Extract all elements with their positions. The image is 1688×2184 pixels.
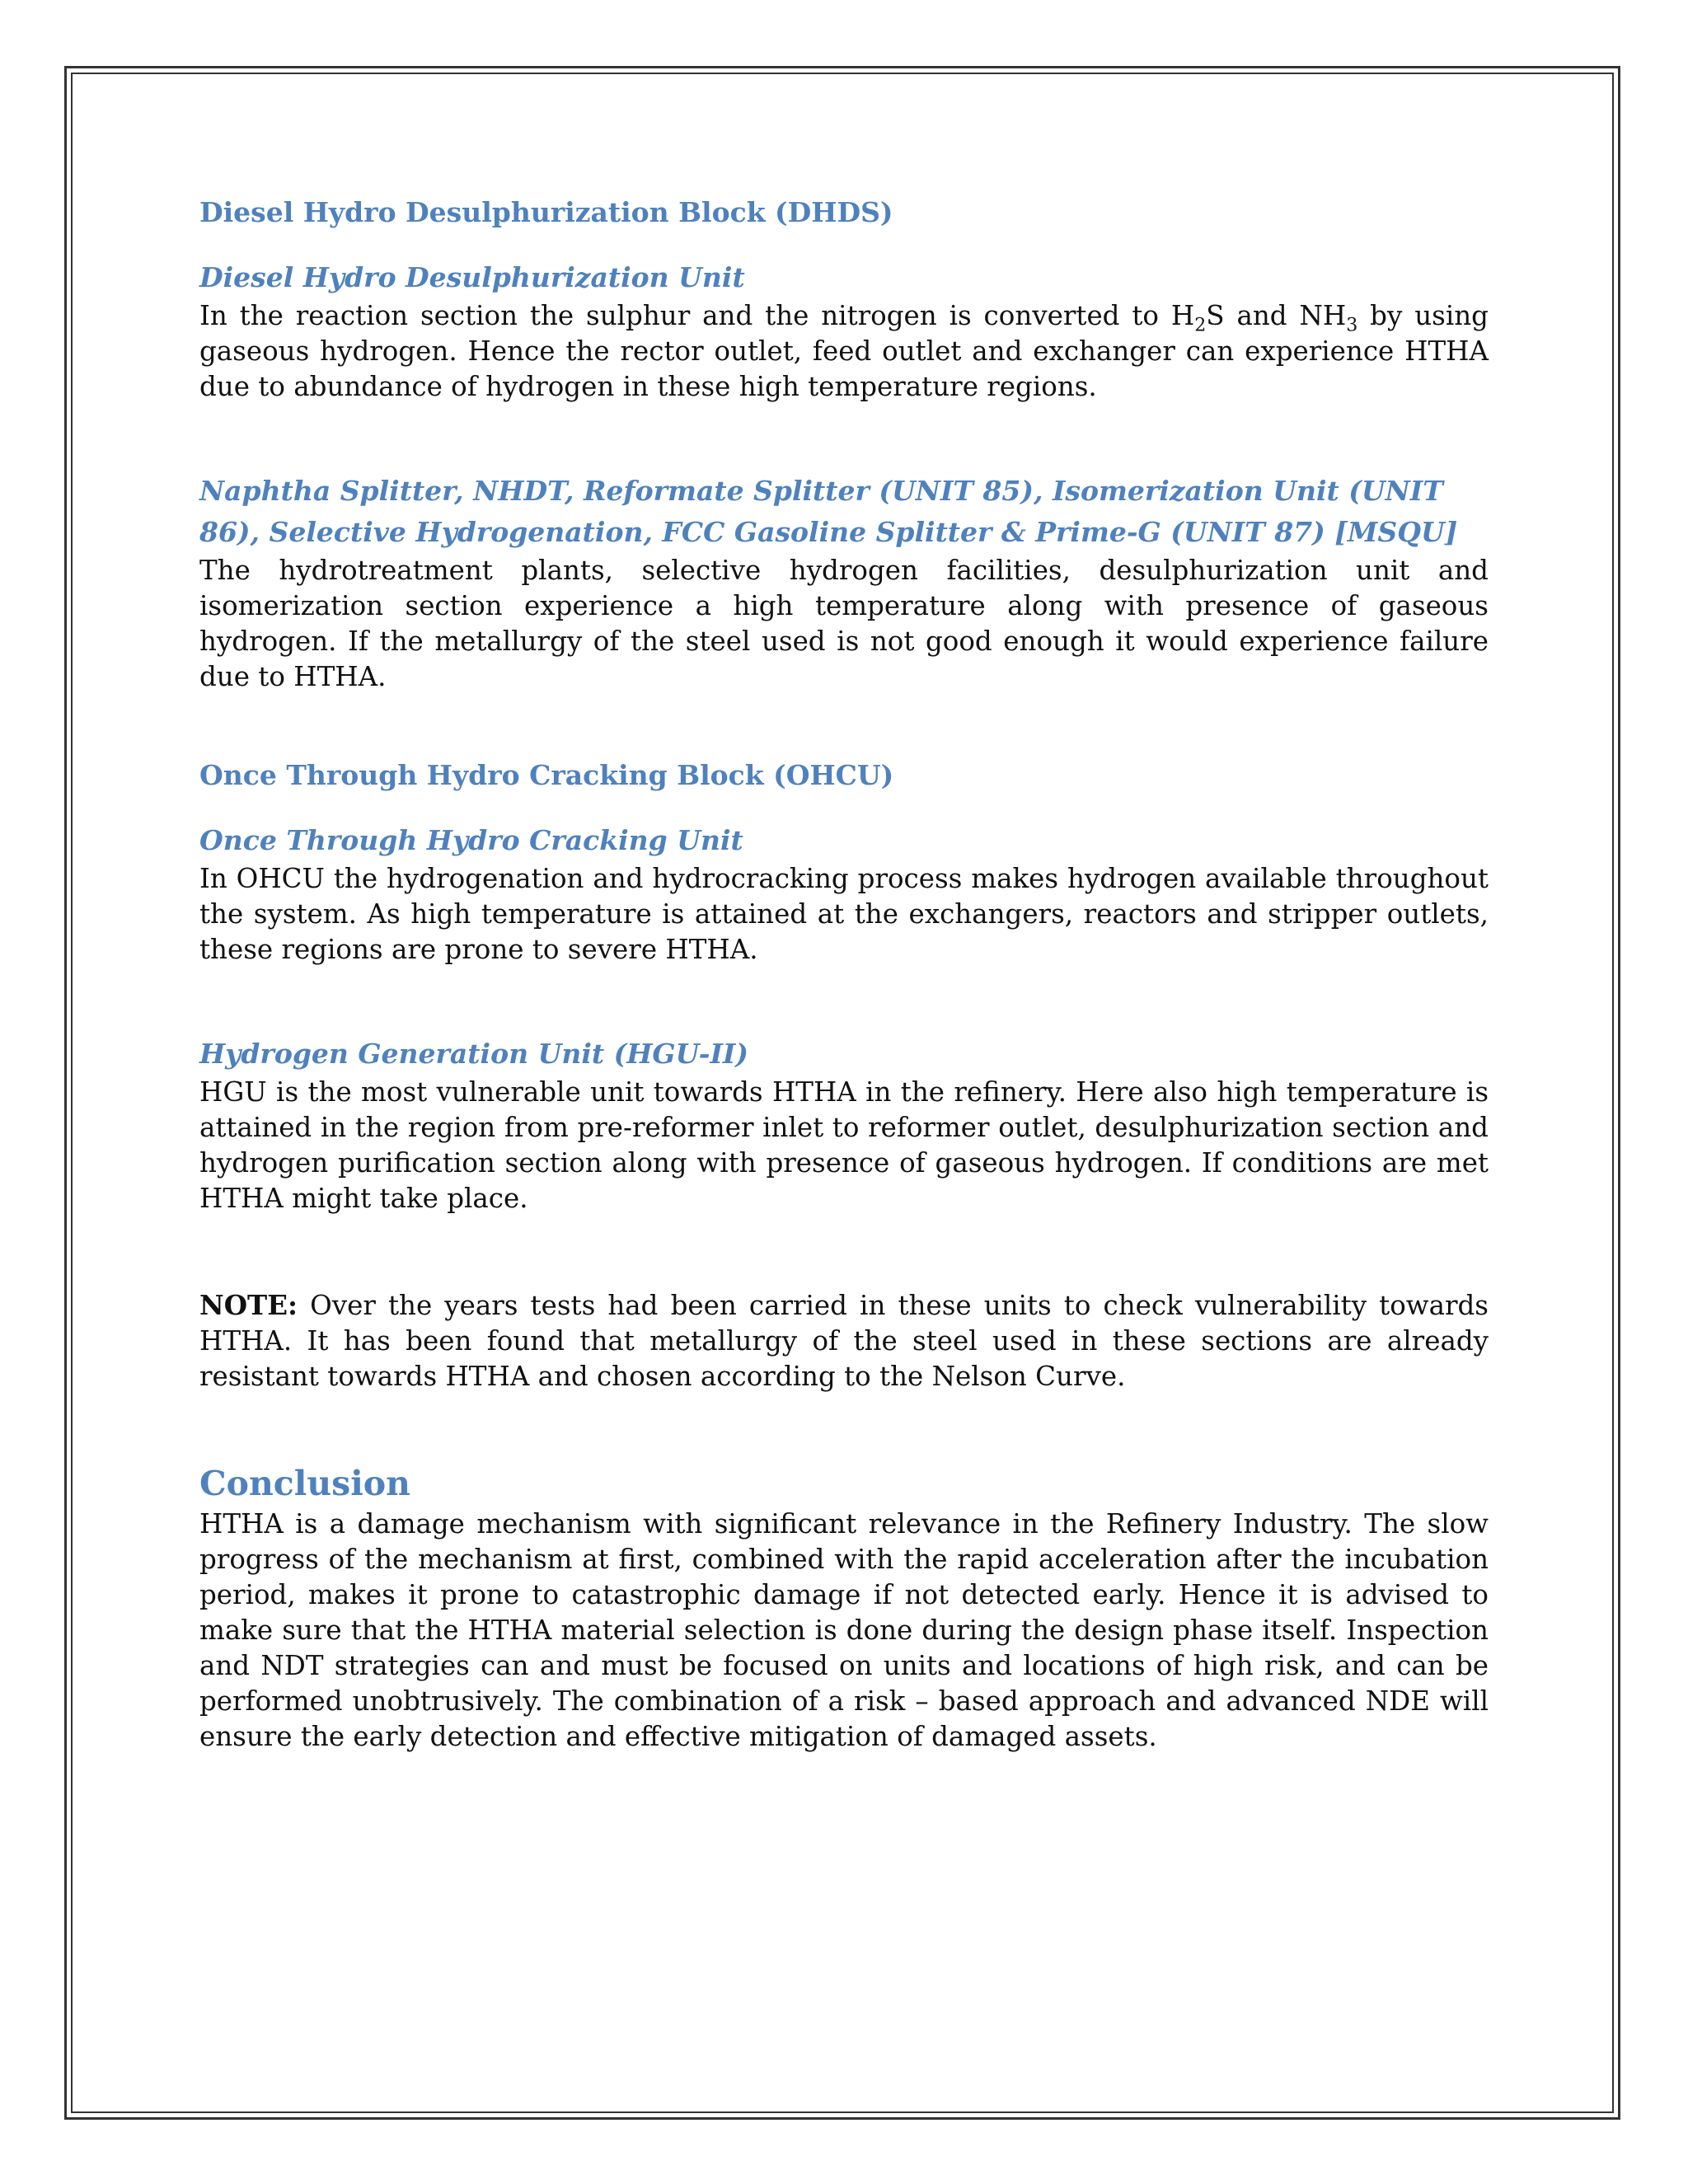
nh3-subscript: 3 xyxy=(1346,314,1358,336)
conclusion-paragraph: HTHA is a damage mechanism with significant relevance in the Refinery Industry. The slow progress of the mechanism at first, combined with the rapid acceleration after the incubation period, makes it prone to catastrophic damage if not detected early. Hence it is advised to make sure that the HTHA material selection is done during the design phase itself. Inspection and NDT strategies can and must be focused on units and locations of high risk, and can be performed unobtrusively. The combination of a risk – based approach and advanced NDE will ensure the early detection and effective mitigation of damaged assets. xyxy=(199,1508,1489,1752)
dhds-text-b: S and NH xyxy=(1206,300,1347,331)
hgu-unit-paragraph: HGU is the most vulnerable unit towards HTHA in the refinery. Here also high temperature is attained in the region from pre-reformer inlet to reformer outlet, desulphurization section and hydrogen purification section along with presence of gaseous hydrogen. If conditions are met HTHA might take place. xyxy=(199,1076,1489,1214)
ohcu-unit-paragraph: In OHCU the hydrogenation and hydrocracking process makes hydrogen available throughout the system. As high temperature is attained at the exchangers, reactors and stripper outlets, these regions are prone to severe HTHA. xyxy=(199,863,1489,965)
note-label: NOTE: xyxy=(199,1289,298,1321)
dhds-unit-heading: Diesel Hydro Desulphurization Unit xyxy=(199,261,745,293)
note-text: Over the years tests had been carried in these units to check vulnerability towards HTHA. It has been found that metallurgy of the steel used in these sections are already resistant towards HTHA and chosen according to the Nelson Curve. xyxy=(199,1290,1489,1392)
msqu-unit-heading: Naphtha Splitter, NHDT, Reformate Splitter (UNIT 85), Isomerization Unit (UNIT 86), Selective Hydrogenation, FCC Gasoline Splitter & Prime-G (UNIT 87) [MSQU] xyxy=(199,475,1458,548)
ohcu-block-heading: Once Through Hydro Cracking Block (OHCU) xyxy=(199,759,894,791)
msqu-unit-paragraph: The hydrotreatment plants, selective hydrogen facilities, desulphurization unit and isomerization section experience a high temperature along with presence of gaseous hydrogen. If the metallurgy of the steel used is not good enough it would experience failure due to HTHA. xyxy=(199,555,1489,692)
dhds-text-a: In the reaction section the sulphur and the nitrogen is converted to H xyxy=(199,300,1195,331)
dhds-block-heading: Diesel Hydro Desulphurization Block (DHDS) xyxy=(199,196,893,228)
hgu-unit-heading: Hydrogen Generation Unit (HGU-II) xyxy=(199,1038,748,1070)
ohcu-unit-heading: Once Through Hydro Cracking Unit xyxy=(199,824,743,856)
dhds-text-c: by using gaseous hydrogen. Hence the rector outlet, feed outlet and exchanger can experience HTHA due to abundance of hydrogen in these high temperature regions. xyxy=(199,300,1489,402)
conclusion-heading: Conclusion xyxy=(199,1464,410,1503)
h2s-subscript: 2 xyxy=(1194,314,1207,336)
document-content xyxy=(199,194,1489,1755)
dhds-unit-paragraph xyxy=(199,298,1489,405)
note-paragraph xyxy=(199,1287,1489,1394)
